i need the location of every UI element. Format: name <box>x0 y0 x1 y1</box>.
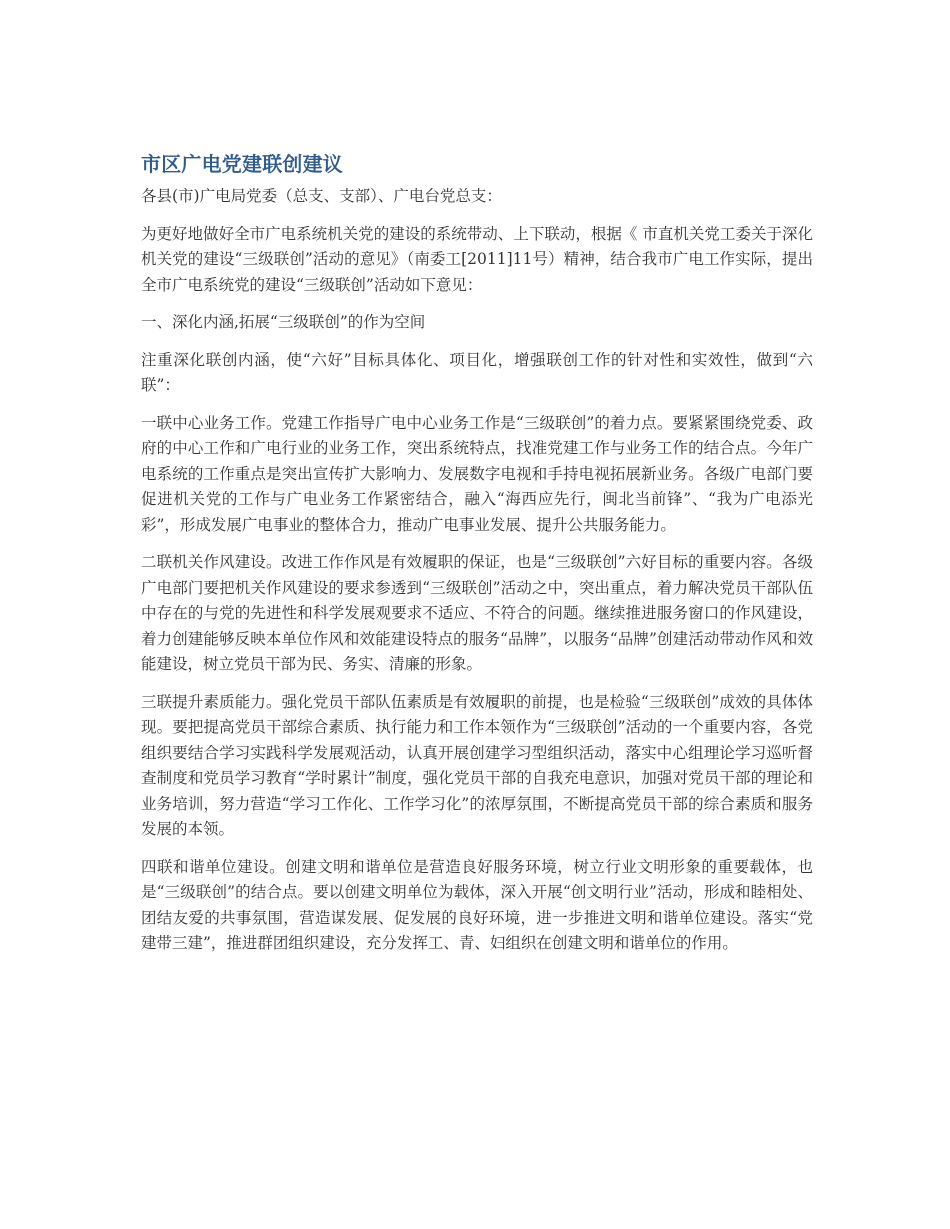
salutation: 各县(市)广电局党委（总支、支部）、广电台党总支： <box>141 187 502 205</box>
section-intro-paragraph: 注重深化联创内涵，使“六好”目标具体化、项目化，增强联创工作的针对性和实效性，做到“六联”： <box>141 350 813 394</box>
document-title: 市区广电党建联创建议 <box>141 152 343 176</box>
intro-paragraph: 为更好地做好全市广电系统机关党的建设的系统带动、上下联动，根据《 市直机关党工委关于深化机关党的建设“三级联创”活动的意见》（南委工[2011]11号）精神，结合我市广电工作实际，提出全市广电系统党的建设“三级联创”活动如下意见： <box>141 224 813 294</box>
paragraph-center-business: 一联中心业务工作。党建工作指导广电中心业务工作是“三级联创”的着力点。要紧紧围绕党委、政府的中心工作和广电行业的业务工作，突出系统特点，找准党建工作与业务工作的结合点。今年广电系统的工作重点是突出宣传扩大影响力、发展数字电视和手持电视拓展新业务。各级广电部门要促进机关党的工作与广电业务工作紧密结合，融入“海西应先行，闽北当前锋”、“我为广电添光彩”，形成发展广电事业的整体合力，推动广电事业发展、提升公共服务能力。 <box>141 413 813 534</box>
document-page <box>141 150 813 969</box>
paragraph-work-style: 二联机关作风建设。改进工作作风是有效履职的保证，也是“三级联创”六好目标的重要内容。各级广电部门要把机关作风建设的要求参透到“三级联创”活动之中，突出重点，着力解决党员干部队伍中存在的与党的先进性和科学发展观要求不适应、不符合的问题。继续推进服务窗口的作风建设，着力创建能够反映本单位作风和效能建设特点的服务“品牌”，以服务“品牌”创建活动带动作风和效能建设，树立党员干部为民、务实、清廉的形象。 <box>141 553 813 673</box>
paragraph-harmonious-unit: 四联和谐单位建设。创建文明和谐单位是营造良好服务环境，树立行业文明形象的重要载体，也是“三级联创”的结合点。要以创建文明单位为载体，深入开展“创文明行业”活动，形成和睦相处、团结友爱的共事氛围，营造谋发展、促发展的良好环境，进一步推进文明和谐单位建设。落实“党建带三建”，推进群团组织建设，充分发挥工、青、妇组织在创建文明和谐单位的作用。 <box>141 857 813 952</box>
paragraph-quality-ability: 三联提升素质能力。强化党员干部队伍素质是有效履职的前提，也是检验“三级联创”成效的具体体现。要把提高党员干部综合素质、执行能力和工作本领作为“三级联创”活动的一个重要内容，各党组织要结合学习实践科学发展观活动，认真开展创建学习型组织活动，落实中心组理论学习巡听督查制度和党员学习教育“学时累计”制度，强化党员干部的自我充电意识，加强对党员干部的理论和业务培训，努力营造“学习工作化、工作学习化”的浓厚氛围，不断提高党员干部的综合素质和服务发展的本领。 <box>141 692 813 838</box>
section-heading: 一、深化内涵,拓展“三级联创”的作为空间 <box>141 313 426 331</box>
